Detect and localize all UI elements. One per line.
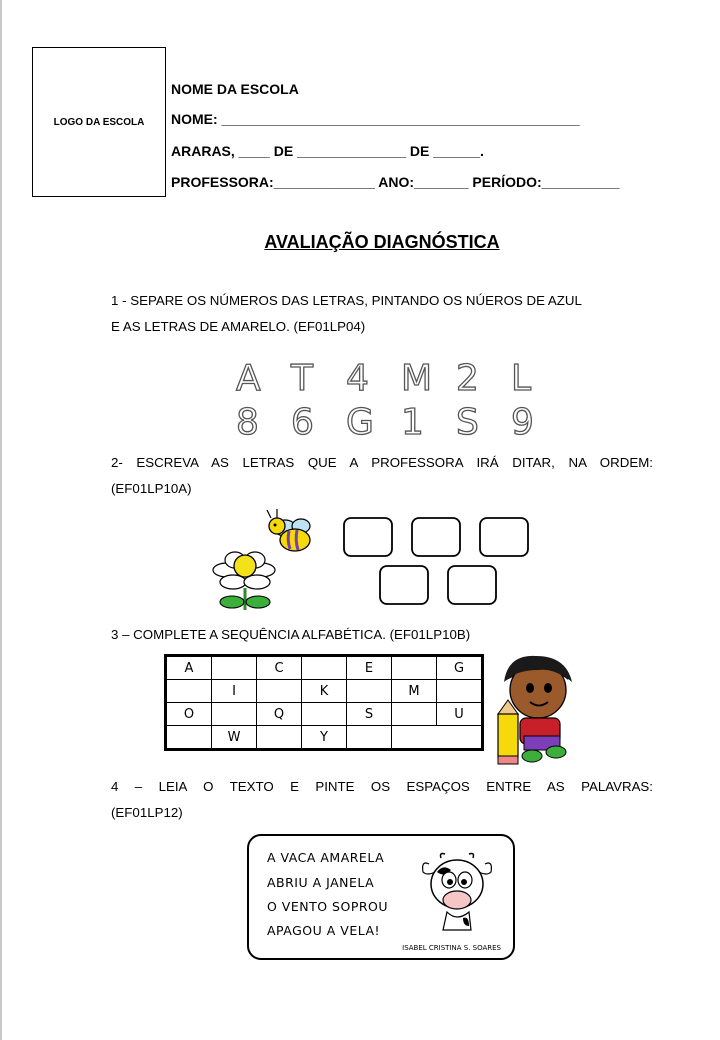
outline-character[interactable]: 2 — [456, 358, 479, 399]
answer-box[interactable] — [448, 566, 496, 604]
outline-character[interactable]: A — [236, 358, 261, 399]
teacher-year-period-line: PROFESSORA:_____________ ANO:_______ PERÍODO:__________ — [171, 174, 620, 190]
date-line: ARARAS, ____ DE ______________ DE ______. — [171, 143, 484, 159]
alphabet-blank-cell[interactable] — [212, 703, 257, 726]
logo-label: LOGO DA ESCOLA — [53, 116, 145, 128]
school-name: NOME DA ESCOLA — [171, 81, 299, 97]
question-2 — [111, 450, 653, 476]
empty-area — [437, 726, 483, 750]
outline-character[interactable]: 8 — [236, 402, 259, 443]
outline-character[interactable]: T — [291, 358, 313, 399]
poem-line: ABRIU A JANELA — [267, 875, 375, 890]
poem-box — [247, 834, 515, 960]
question-4-line-2: (EF01LP12) — [111, 805, 183, 820]
alphabet-blank-cell[interactable] — [347, 680, 392, 703]
question-3 — [111, 622, 653, 648]
alphabet-cell: G — [437, 656, 483, 680]
school-logo-placeholder — [32, 47, 166, 197]
outline-character[interactable]: 6 — [291, 402, 314, 443]
alphabet-blank-cell[interactable] — [347, 726, 392, 750]
alphabet-blank-cell[interactable] — [257, 726, 302, 750]
flower-bee-illustration — [205, 506, 325, 616]
alphabet-cell: K — [302, 680, 347, 703]
question-4 — [111, 774, 653, 800]
table-row — [166, 703, 483, 726]
alphabet-cell: E — [347, 656, 392, 680]
question-1-line-2: E AS LETRAS DE AMARELO. (EF01LP04) — [111, 319, 366, 334]
alphabet-cell: Q — [257, 703, 302, 726]
question-2-line-2: (EF01LP10A) — [111, 481, 192, 496]
answer-boxes — [340, 514, 535, 609]
alphabet-blank-cell[interactable] — [437, 680, 483, 703]
flower-icon — [213, 552, 275, 610]
alphabet-cell: S — [347, 703, 392, 726]
outline-character[interactable]: G — [346, 402, 374, 443]
alphabet-cell: M — [392, 680, 437, 703]
table-row — [166, 680, 483, 703]
letters-numbers-grid — [228, 350, 548, 445]
page-title: AVALIAÇÃO DIAGNÓSTICA — [264, 232, 500, 252]
alphabet-blank-cell[interactable] — [257, 680, 302, 703]
alphabet-cell: Y — [302, 726, 347, 750]
outline-character[interactable]: 1 — [401, 402, 424, 443]
question-3-line-1: 3 – COMPLETE A SEQUÊNCIA ALFABÉTICA. (EF01LP10B) — [111, 627, 471, 642]
poem-author: ISABEL CRISTINA S. SOARES — [402, 944, 501, 952]
table-row — [166, 656, 483, 680]
outline-character[interactable]: L — [511, 358, 532, 399]
alphabet-cell: W — [212, 726, 257, 750]
student-name-line: NOME: ______________________________________________ — [171, 111, 580, 127]
outline-character[interactable]: 4 — [346, 358, 369, 399]
boy-with-pencil-illustration — [494, 652, 584, 768]
outline-character[interactable]: M — [401, 358, 433, 399]
answer-box[interactable] — [480, 518, 528, 556]
alphabet-cell: I — [212, 680, 257, 703]
empty-area — [392, 726, 437, 750]
question-4-code — [111, 800, 653, 826]
poem-line: O VENTO SOPROU — [267, 899, 389, 914]
bee-icon — [267, 509, 310, 551]
alphabet-blank-cell[interactable] — [212, 656, 257, 680]
outline-character[interactable]: S — [456, 402, 479, 443]
alphabet-sequence-table — [164, 654, 484, 751]
alphabet-cell: C — [257, 656, 302, 680]
alphabet-blank-cell[interactable] — [302, 656, 347, 680]
question-2-line-1: 2- ESCREVA AS LETRAS QUE A PROFESSORA IRÁ DITAR, NA ORDEM: — [111, 455, 653, 470]
question-4-line-1: 4 – LEIA O TEXTO E PINTE OS ESPAÇOS ENTRE AS PALAVRAS: — [111, 779, 653, 794]
outline-character[interactable]: 9 — [511, 402, 534, 443]
alphabet-cell: A — [166, 656, 212, 680]
alphabet-blank-cell[interactable] — [392, 656, 437, 680]
poem-line: A VACA AMARELA — [267, 850, 385, 865]
answer-box[interactable] — [412, 518, 460, 556]
pencil-icon — [498, 700, 518, 764]
poem-line: APAGOU A VELA! — [267, 923, 381, 938]
answer-box[interactable] — [344, 518, 392, 556]
alphabet-cell: O — [166, 703, 212, 726]
alphabet-cell: U — [437, 703, 483, 726]
table-row — [166, 726, 483, 750]
alphabet-blank-cell[interactable] — [302, 703, 347, 726]
question-1-line-1: 1 - SEPARE OS NÚMEROS DAS LETRAS, PINTANDO OS NÚEROS DE AZUL — [111, 293, 582, 308]
alphabet-blank-cell[interactable] — [392, 703, 437, 726]
alphabet-blank-cell[interactable] — [166, 680, 212, 703]
question-2-code — [111, 476, 653, 502]
alphabet-blank-cell[interactable] — [166, 726, 212, 750]
cow-icon — [417, 850, 497, 936]
answer-box[interactable] — [380, 566, 428, 604]
question-1 — [111, 288, 653, 340]
page-edge — [0, 0, 2, 1040]
